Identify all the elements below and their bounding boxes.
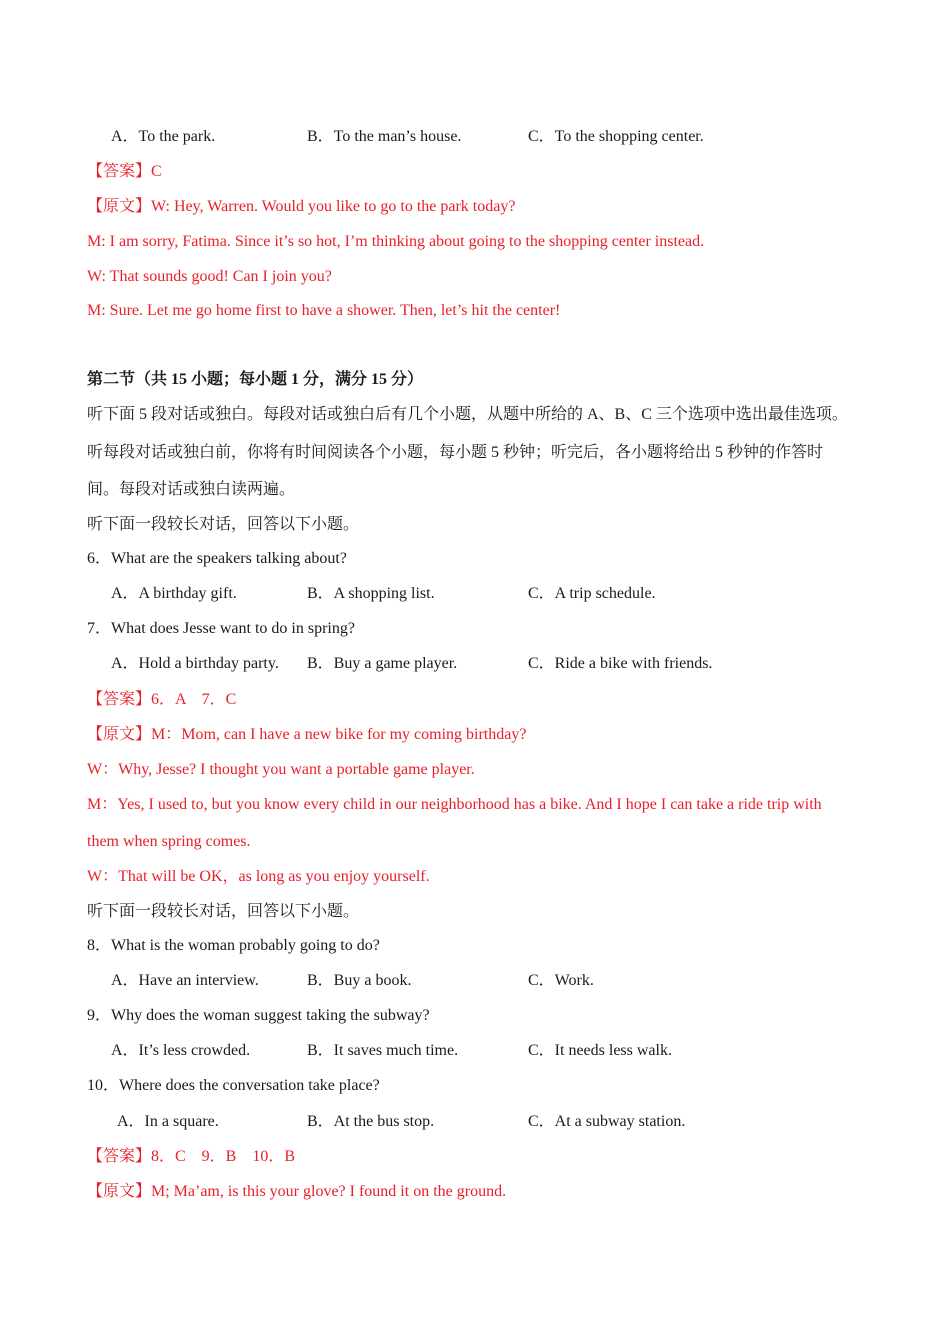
group-intro: 听下面一段较长对话，回答以下小题。	[87, 516, 360, 533]
group1-script-line: them when spring comes.	[87, 833, 251, 850]
q5-answer: 【答案】C	[87, 163, 162, 180]
q10-option-c: C．At a subway station.	[528, 1113, 686, 1130]
group1-script-line: W：That will be OK，as long as you enjoy yourself.	[87, 868, 430, 885]
q7-option-a: A．Hold a birthday party.	[111, 655, 279, 672]
q5-option-b: B．To the man’s house.	[307, 128, 462, 145]
q9-option-b: B．It saves much time.	[307, 1042, 459, 1059]
q5-script-line: 【原文】W: Hey, Warren. Would you like to go to the park today?	[87, 198, 516, 215]
group2-script-line: 【原文】M; Ma’am, is this your glove? I found it on the ground.	[87, 1183, 507, 1200]
q10-stem: 10．Where does the conversation take place?	[87, 1077, 380, 1094]
instruction-line: 听下面 5 段对话或独白。每段对话或独白后有几个小题，从题中所给的 A、B、C 三个选项中选出最佳选项。	[87, 406, 848, 423]
instruction-line: 间。每段对话或独白读两遍。	[87, 481, 296, 498]
q8-stem: 8．What is the woman probably going to do?	[87, 937, 380, 954]
q9-stem: 9．Why does the woman suggest taking the subway?	[87, 1007, 430, 1024]
group1-script-line: 【原文】M：Mom, can I have a new bike for my coming birthday?	[87, 726, 527, 743]
q5-option-a: A．To the park.	[111, 128, 216, 145]
q6-stem: 6．What are the speakers talking about?	[87, 550, 347, 567]
q9-option-c: C．It needs less walk.	[528, 1042, 672, 1059]
q8-option-b: B．Buy a book.	[307, 972, 412, 989]
q9-option-a: A．It’s less crowded.	[111, 1042, 251, 1059]
group-intro: 听下面一段较长对话，回答以下小题。	[87, 903, 360, 920]
section-heading: 第二节（共 15 小题；每小题 1 分，满分 15 分）	[87, 371, 424, 388]
group1-script-line: W：Why, Jesse? I thought you want a portable game player.	[87, 761, 475, 778]
q6-option-c: C．A trip schedule.	[528, 585, 656, 602]
q10-option-b: B．At the bus stop.	[307, 1113, 435, 1130]
q8-option-a: A．Have an interview.	[111, 972, 259, 989]
q5-script-line: W: That sounds good! Can I join you?	[87, 268, 332, 285]
q7-stem: 7．What does Jesse want to do in spring?	[87, 620, 355, 637]
q5-option-c: C．To the shopping center.	[528, 128, 704, 145]
group2-answer: 【答案】8．C 9．B 10．B	[87, 1148, 296, 1165]
q10-option-a: A．In a square.	[117, 1113, 219, 1130]
group1-answer: 【答案】6．A 7．C	[87, 691, 237, 708]
q8-option-c: C．Work.	[528, 972, 594, 989]
q6-option-a: A．A birthday gift.	[111, 585, 237, 602]
q5-script-line: M: Sure. Let me go home first to have a shower. Then, let’s hit the center!	[87, 302, 561, 319]
q5-script-line: M: I am sorry, Fatima. Since it’s so hot, I’m thinking about going to the shopping center instead.	[87, 233, 705, 250]
group1-script-line: M：Yes, I used to, but you know every child in our neighborhood has a bike. And I hope I can take a ride trip with	[87, 796, 822, 813]
q7-option-c: C．Ride a bike with friends.	[528, 655, 713, 672]
instruction-line: 听每段对话或独白前，你将有时间阅读各个小题，每小题 5 秒钟；听完后，各小题将给出 5 秒钟的作答时	[87, 444, 824, 461]
q7-option-b: B．Buy a game player.	[307, 655, 458, 672]
q6-option-b: B．A shopping list.	[307, 585, 435, 602]
